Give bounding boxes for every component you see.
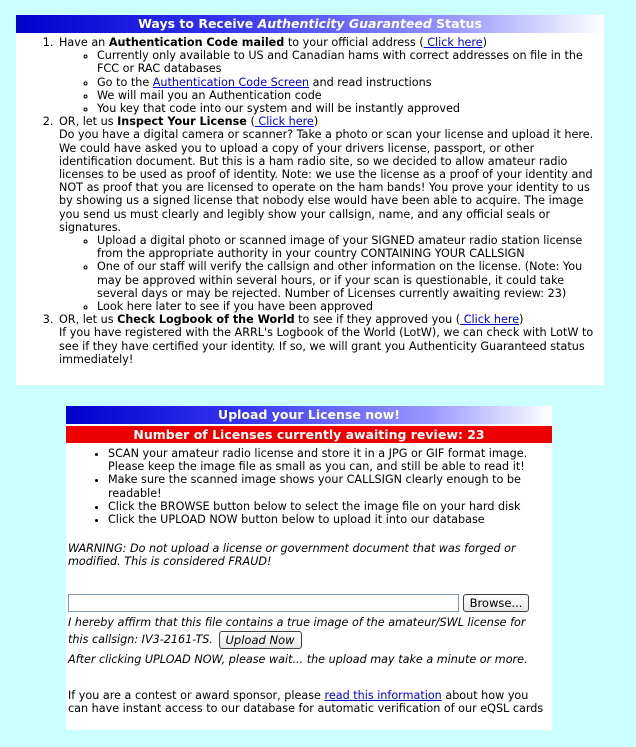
affirmation xyxy=(68,615,548,649)
ways-title-prefix: Ways to Receive xyxy=(138,16,258,31)
browse-button[interactable]: Browse... xyxy=(463,594,530,612)
ways-list xyxy=(16,36,604,366)
option1-sub-item xyxy=(97,76,604,89)
option3-text: OR, let us xyxy=(59,313,118,327)
upload-header: Upload your License now! xyxy=(66,406,552,424)
sponsor-text-b: about how you can have instant access to our database for automatic verification of our eQSL cards xyxy=(68,689,544,715)
option2-description: Do you have a digital camera or scanner? Take a photo or scan your license and upload it here. We could have asked you to upload a copy of your drivers license, passport, or other identification document. But this is a ham radio site, so we decided to allow amateur radio licenses to be used as proof of identity. Note: we use the license as a proof of your identity and NOT as proof that you are licensed to operate on the ham bands! You prove your identity to us by showing us a signed license that nobody else would have been able to acquire. The image you send us must clearly and legibly show your callsign, name, and any official seals or signatures. xyxy=(59,128,594,234)
option-mail-code xyxy=(57,36,604,115)
ways-title-suffix: Status xyxy=(431,16,482,31)
ways-title-emphasis: Authenticity Guaranteed xyxy=(257,16,432,31)
awaiting-review-banner: Number of Licenses currently awaiting review: 23 xyxy=(66,426,552,443)
option1-bold: Authentication Code mailed xyxy=(108,36,285,49)
sponsor-text: If you are a contest or award sponsor, please xyxy=(68,689,325,702)
option1-sub2-text-b: and read instructions xyxy=(309,75,432,89)
option2-bold: Inspect Your License xyxy=(117,115,247,129)
option1-text-b: to your official address ( xyxy=(284,36,424,49)
sponsor-info xyxy=(68,689,548,715)
instruction-item: • Click the BROWSE button below to select the image file on your hard disk xyxy=(108,500,542,513)
authentication-code-screen-link[interactable]: Authentication Code Screen xyxy=(152,75,310,89)
mail-code-click-here-link[interactable]: Click here xyxy=(423,36,483,49)
option2-sublist xyxy=(59,234,604,313)
upload-now-button[interactable]: Upload Now xyxy=(219,631,302,649)
instruction-item: • SCAN your amateur radio license and store it in a JPG or GIF format image. Please keep the image file as small as you can, and still be able to read it! xyxy=(108,447,542,473)
option2-text: OR, let us xyxy=(59,115,118,129)
option3-close: ) xyxy=(519,313,524,327)
option2-close: ) xyxy=(313,115,319,129)
option2-sub-item: ◦ Look here later to see if you have been approved xyxy=(97,300,604,313)
option1-sub-item: ◦ We will mail you an Authentication code xyxy=(97,89,604,102)
lotw-click-here-link[interactable]: Click here xyxy=(460,313,520,327)
fraud-warning: WARNING: Do not upload a license or government document that was forged or modified. This is considered FRAUD! xyxy=(68,542,516,569)
option1-sub-item: ◦ Currently only available to US and Canadian hams with correct addresses on file in the FCC or RAC databases xyxy=(97,49,604,75)
option3-text-b: to see if they approved you ( xyxy=(294,313,461,327)
option2-sub-item: ◦ One of our staff will verify the callsign and other information on the license. (Note: You may be approved within several hours, or if your scan is questionable, it could take several days or may be rejected. Number of Licenses currently awaiting review: 23) xyxy=(97,260,604,300)
affirmation-text: I hereby affirm that this file contains a true image of the amateur/SWL license for this callsign: IV3-2161-TS. xyxy=(68,616,526,646)
ways-header xyxy=(16,15,604,33)
read-this-information-link[interactable]: read this information xyxy=(324,689,442,702)
option1-close: ) xyxy=(482,36,488,49)
option1-text: Have an xyxy=(59,36,109,49)
option1-sub2-text: Go to the xyxy=(97,75,153,89)
option-check-lotw xyxy=(57,313,604,366)
option3-description: If you have registered with the ARRL's Logbook of the World (LotW), we can check with LotW to see if they have certified your identity. If so, we will grant you Authenticity Guaranteed status immediately! xyxy=(59,326,594,366)
option1-sub-item: ◦ You key that code into our system and will be instantly approved xyxy=(97,102,604,115)
upload-panel xyxy=(66,406,552,730)
file-path-input[interactable] xyxy=(68,594,459,612)
ways-panel xyxy=(16,15,604,385)
option3-bold: Check Logbook of the World xyxy=(117,313,295,327)
option-inspect-license xyxy=(57,115,604,313)
upload-instructions xyxy=(66,447,552,526)
file-select-row xyxy=(68,594,529,612)
option1-sublist xyxy=(59,49,604,115)
option2-text-b: ( xyxy=(246,115,255,129)
upload-wait-note: After clicking UPLOAD NOW, please wait... the upload may take a minute or more. xyxy=(68,653,528,666)
option2-sub-item: ◦ Upload a digital photo or scanned image of your SIGNED amateur radio station license from the appropriate authority in your country CONTAINING YOUR CALLSIGN xyxy=(97,234,604,260)
inspect-license-click-here-link[interactable]: Click here xyxy=(254,115,314,129)
instruction-item: • Click the UPLOAD NOW button below to upload it into our database xyxy=(108,513,542,526)
instruction-item: • Make sure the scanned image shows your CALLSIGN clearly enough to be readable! xyxy=(108,473,542,499)
